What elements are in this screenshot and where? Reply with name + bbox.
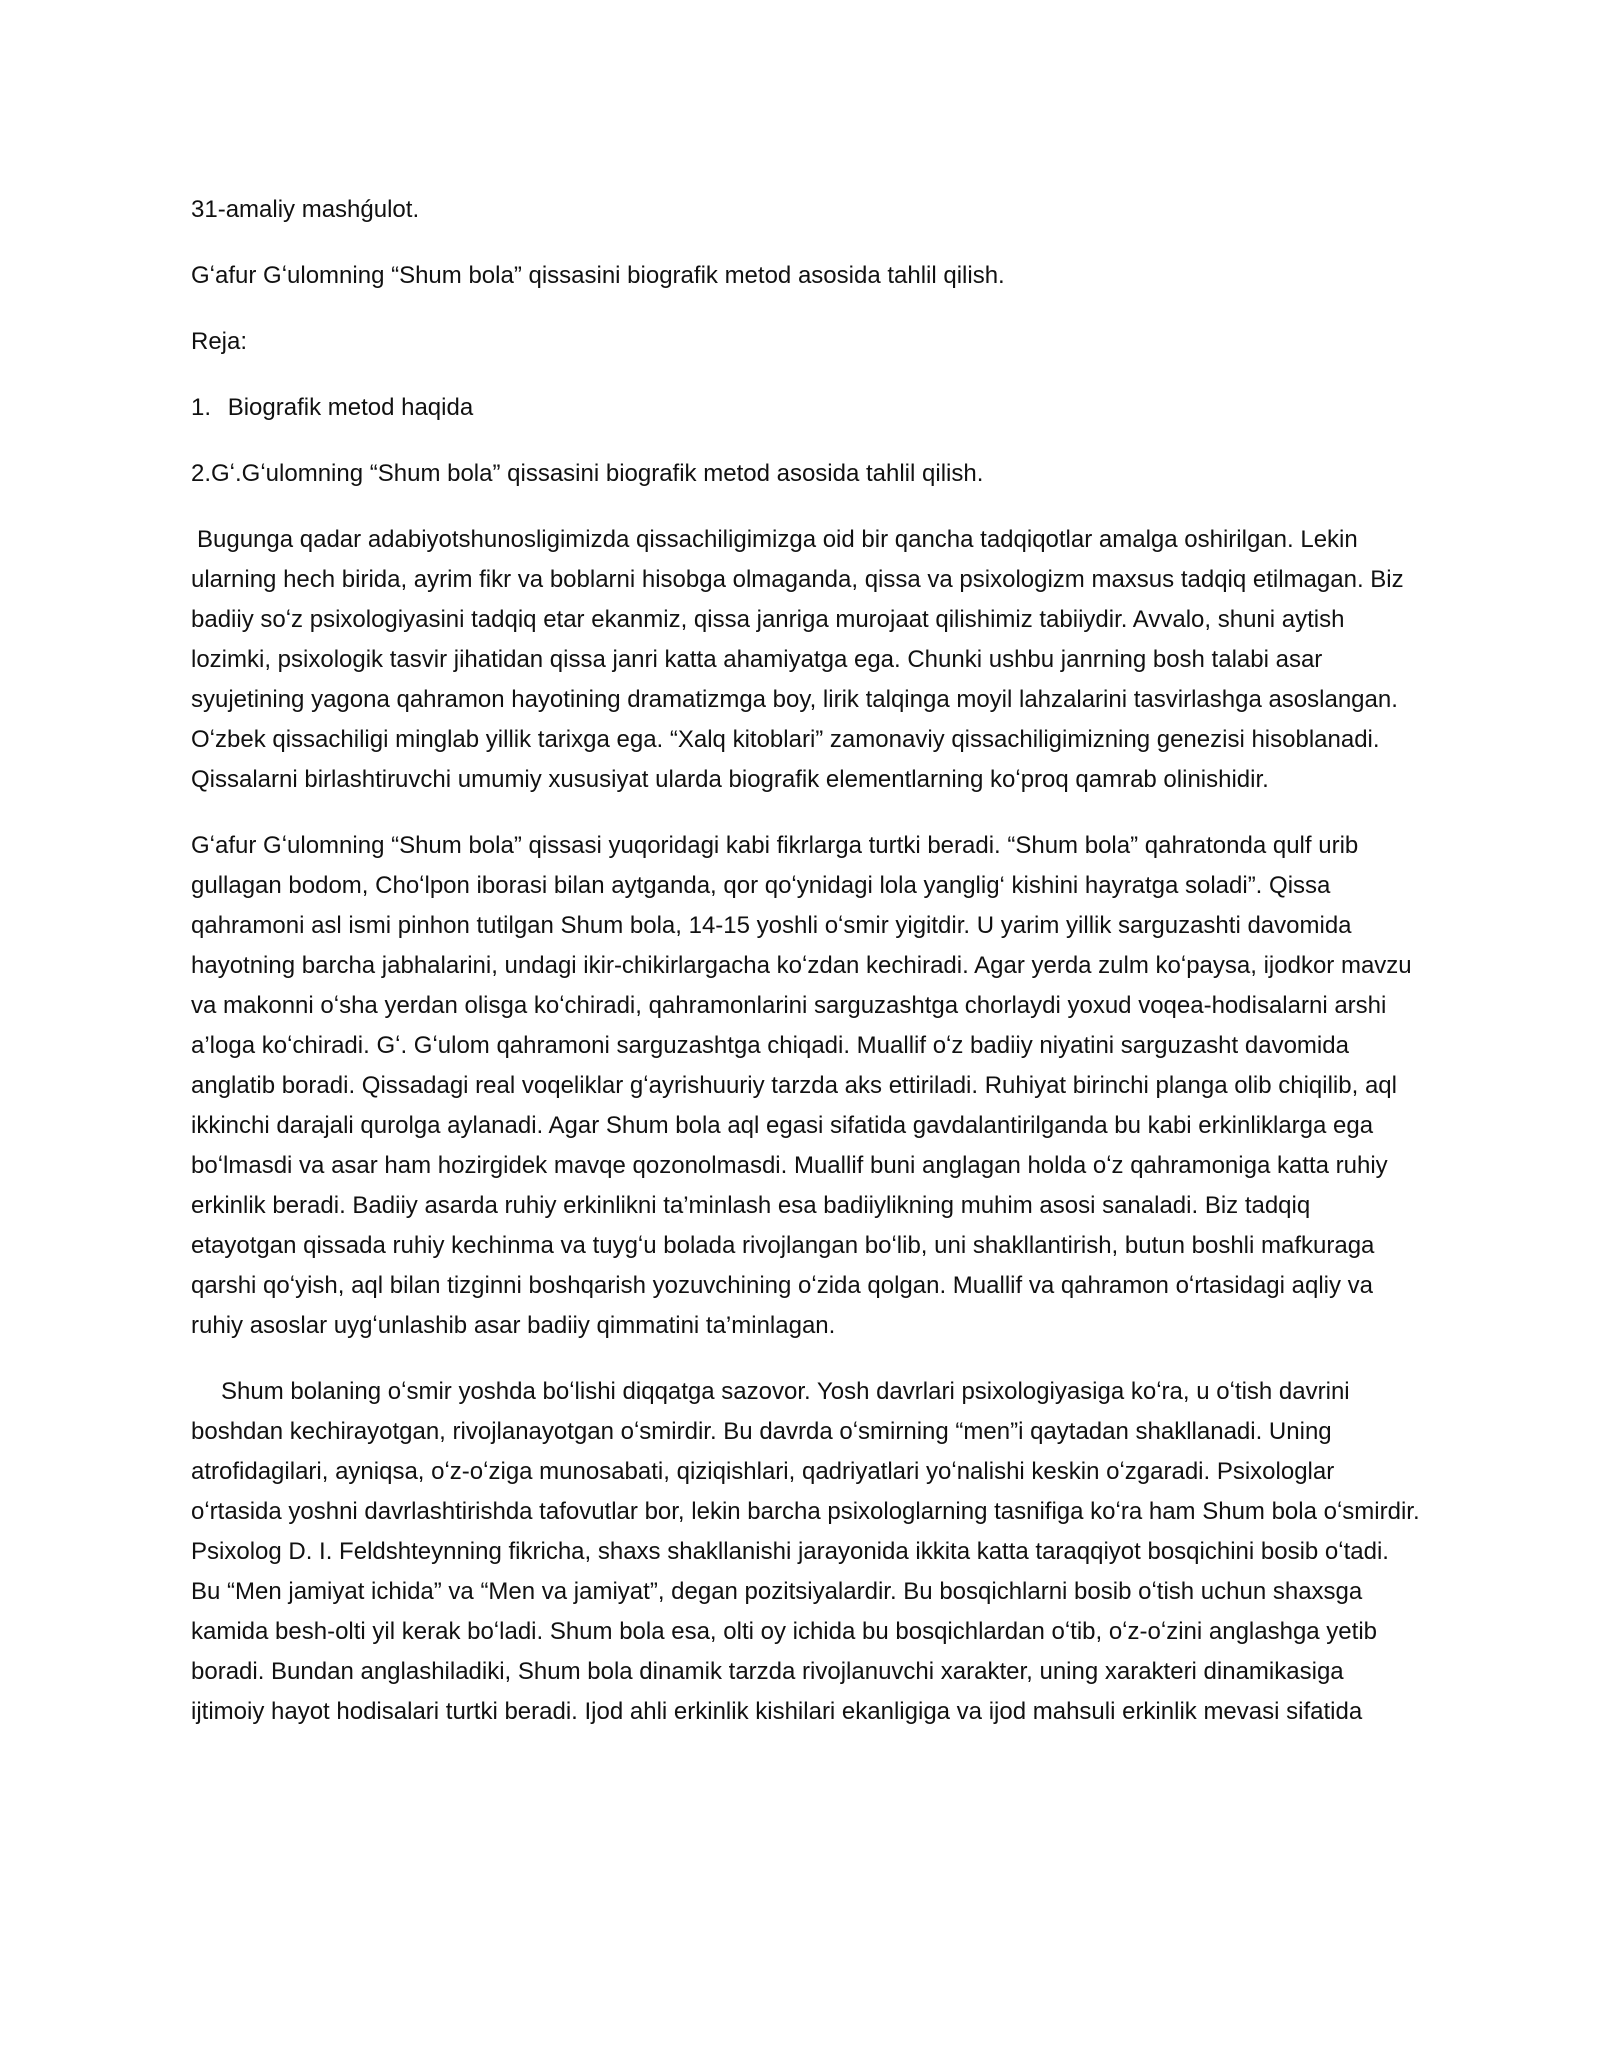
body-paragraph-2: Gʻafur Gʻulomning “Shum bola” qissasi yuqoridagi kabi fikrlarga turtki beradi. “Shum bola” qahratonda qulf urib gullagan bodom, Choʻlpon iborasi bilan aytganda, qor qoʻynidagi lola yanglig‘ kishini hayratga soladi”. Qissa qahramoni asl ismi pinhon tutilgan Shum bola, 14-15 yoshli oʻsmir yigitdir. U yarim yillik sarguzashti davomida hayotning barcha jabhalarini, undagi ikir-chikirlargacha koʻzdan kechiradi. Agar yerda zulm koʻpaysa, ijodkor mavzu va makonni oʻsha yerdan olisga koʻchiradi, qahramonlarini sarguzashtga chorlaydi yoxud voqea-hodisalarni arshi a’loga koʻchiradi. Gʻ. Gʻulom qahramoni sarguzashtga chiqadi. Muallif oʻz badiiy niyatini sarguzasht davomida anglatib boradi. Qissadagi real voqeliklar gʻayrishuuriy tarzda aks ettiriladi. Ruhiyat birinchi planga olib chiqilib, aql ikkinchi darajali qurolga aylanadi. Agar Shum bola aql egasi sifatida gavdalantirilganda bu kabi erkinliklarga ega boʻlmasdi va asar ham hozirgidek mavqe qozonolmasdi. Muallif buni anglagan holda oʻz qahramoniga katta ruhiy erkinlik beradi. Badiiy asarda ruhiy erkinlikni ta’minlash esa badiiylikning muhim asosi sanaladi. Biz tadqiq etayotgan qissada ruhiy kechinma va tuygʻu bolada rivojlangan boʻlib, uni shakllantirish, butun boshli mafkuraga qarshi qoʻyish, aql bilan tizginni boshqarish yozuvchining oʻzida qolgan. Muallif va qahramon oʻrtasidagi aqliy va ruhiy asoslar uygʻunlashib asar badiiy qimmatini ta’minlagan. [191, 832, 1412, 1339]
plan-item-number: 1. [191, 394, 212, 421]
plan-item-2: 2.Gʻ.Gʻulomning “Shum bola” qissasini biografik metod asosida tahlil qilish. [191, 460, 984, 487]
lesson-label: 31-amaliy mashǵulot. [191, 196, 420, 223]
document-title: Gʻafur Gʻulomning “Shum bola” qissasini biografik metod asosida tahlil qilish. [191, 262, 1005, 289]
document-page [191, 190, 1421, 1758]
body-paragraph-1: Bugunga qadar adabiyotshunosligimizda qissachiligimizga oid bir qancha tadqiqotlar amalga oshirilgan. Lekin ularning hech birida, ayrim fikr va boblarni hisobga olmaganda, qissa va psixologizm maxsus tadqiq etilmagan. Biz badiiy soʻz psixologiyasini tadqiq etar ekanmiz, qissa janriga murojaat qilishimiz tabiiydir. Avvalo, shuni aytish lozimki, psixologik tasvir jihatidan qissa janri katta ahamiyatga ega. Chunki ushbu janrning bosh talabi asar syujetining yagona qahramon hayotining dramatizmga boy, lirik talqinga moyil lahzalarini tasvirlashga asoslangan. Oʻzbek qissachiligi minglab yillik tarixga ega. “Xalq kitoblari” zamonaviy qissachiligimizning genezisi hisoblanadi. Qissalarni birlashtiruvchi umumiy xususiyat ularda biografik elementlarning koʻproq qamrab olinishidir. [191, 526, 1404, 793]
plan-item-1 [191, 388, 1421, 428]
plan-item-text: Biografik metod haqida [227, 394, 474, 421]
plan-label: Reja: [191, 328, 248, 355]
body-paragraph-3: Shum bolaning oʻsmir yoshda boʻlishi diqqatga sazovor. Yosh davrlari psixologiyasiga koʻra, u oʻtish davrini boshdan kechirayotgan, rivojlanayotgan oʻsmirdir. Bu davrda oʻsmirning “men”i qaytadan shakllanadi. Uning atrofidagilari, ayniqsa, oʻz-oʻziga munosabati, qiziqishlari, qadriyatlari yoʻnalishi keskin oʻzgaradi. Psixologlar oʻrtasida yoshni davrlashtirishda tafovutlar bor, lekin barcha psixologlarning tasnifiga koʻra ham Shum bola oʻsmirdir. Psixolog D. I. Feldshteynning fikricha, shaxs shakllanishi jarayonida ikkita katta taraqqiyot bosqichini bosib oʻtadi. Bu “Men jamiyat ichida” va “Men va jamiyat”, degan pozitsiyalardir. Bu bosqichlarni bosib oʻtish uchun shaxsga kamida besh-olti yil kerak boʻladi. Shum bola esa, olti oy ichida bu bosqichlardan oʻtib, oʻz-oʻzini anglashga yetib boradi. Bundan anglashiladiki, Shum bola dinamik tarzda rivojlanuvchi xarakter, uning xarakteri dinamikasiga ijtimoiy hayot hodisalari turtki beradi. Ijod ahli erkinlik kishilari ekanligiga va ijod mahsuli erkinlik mevasi sifatida [191, 1378, 1420, 1725]
